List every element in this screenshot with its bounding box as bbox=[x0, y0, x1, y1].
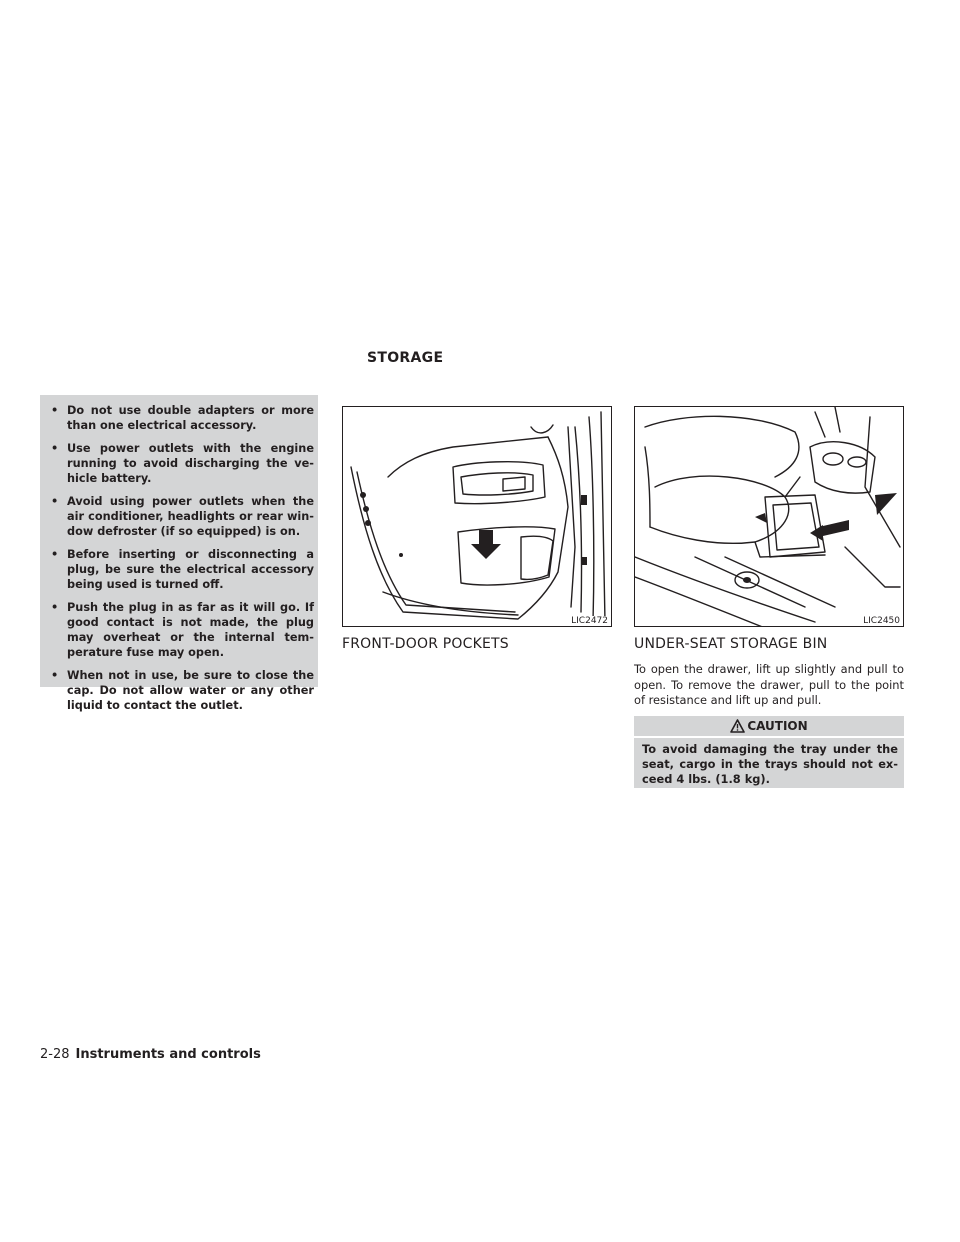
bullet: • bbox=[51, 495, 59, 508]
front-door-pockets-title: FRONT-DOOR POCKETS bbox=[342, 636, 509, 652]
warning-item bbox=[48, 494, 314, 539]
bullet: • bbox=[51, 442, 59, 455]
warning-item bbox=[48, 668, 314, 713]
caution-text: To avoid damaging the tray under the seat, cargo in the trays should not ex- ceed 4 lbs. (1.8 kg). bbox=[634, 738, 904, 788]
warning-triangle-icon bbox=[730, 719, 745, 739]
under-seat-storage-bin-title: UNDER-SEAT STORAGE BIN bbox=[634, 636, 828, 652]
warning-text: Do not use double adapters or more than one electrical accessory. bbox=[67, 404, 314, 432]
door-pocket-drawing bbox=[343, 407, 612, 627]
warning-item bbox=[48, 547, 314, 592]
bullet: • bbox=[51, 548, 59, 561]
caution-label: CAUTION bbox=[747, 719, 808, 733]
bullet: • bbox=[51, 404, 59, 417]
bullet: • bbox=[51, 669, 59, 682]
warning-text: Avoid using power outlets when the air conditioner, headlights or rear win- dow defroster (if so equipped) is on. bbox=[67, 495, 314, 538]
warning-item bbox=[48, 441, 314, 486]
warning-text: Push the plug in as far as it will go. If good contact is not made, the plug may overheat or the internal tem- perature fuse may open. bbox=[67, 601, 314, 659]
warning-list bbox=[48, 403, 314, 713]
page-footer bbox=[40, 1047, 261, 1062]
warning-text: Before inserting or disconnecting a plug, be sure the electrical accessory being used is turned off. bbox=[67, 548, 314, 591]
under-seat-instructions: To open the drawer, lift up slightly and pull to open. To remove the drawer, pull to the point of resistance and lift up and pull. bbox=[634, 662, 904, 707]
warning-text: Use power outlets with the engine running to avoid discharging the ve- hicle battery. bbox=[67, 442, 314, 485]
figure-code: LIC2472 bbox=[571, 616, 608, 626]
figure-code: LIC2450 bbox=[863, 616, 900, 626]
under-seat-bin-drawing bbox=[635, 407, 904, 627]
page-number: 2-28 bbox=[40, 1047, 70, 1062]
under-seat-bin-illustration bbox=[634, 406, 904, 627]
section-heading: STORAGE bbox=[367, 350, 444, 366]
warning-item bbox=[48, 403, 314, 433]
door-pocket-illustration bbox=[342, 406, 612, 627]
warning-item bbox=[48, 600, 314, 660]
caution-header bbox=[634, 716, 904, 736]
warning-text: When not in use, be sure to close the cap. Do not allow water or any other liquid to contact the outlet. bbox=[67, 669, 314, 712]
bullet: • bbox=[51, 601, 59, 614]
power-outlet-warning-box bbox=[40, 395, 318, 712]
chapter-title: Instruments and controls bbox=[75, 1047, 261, 1062]
